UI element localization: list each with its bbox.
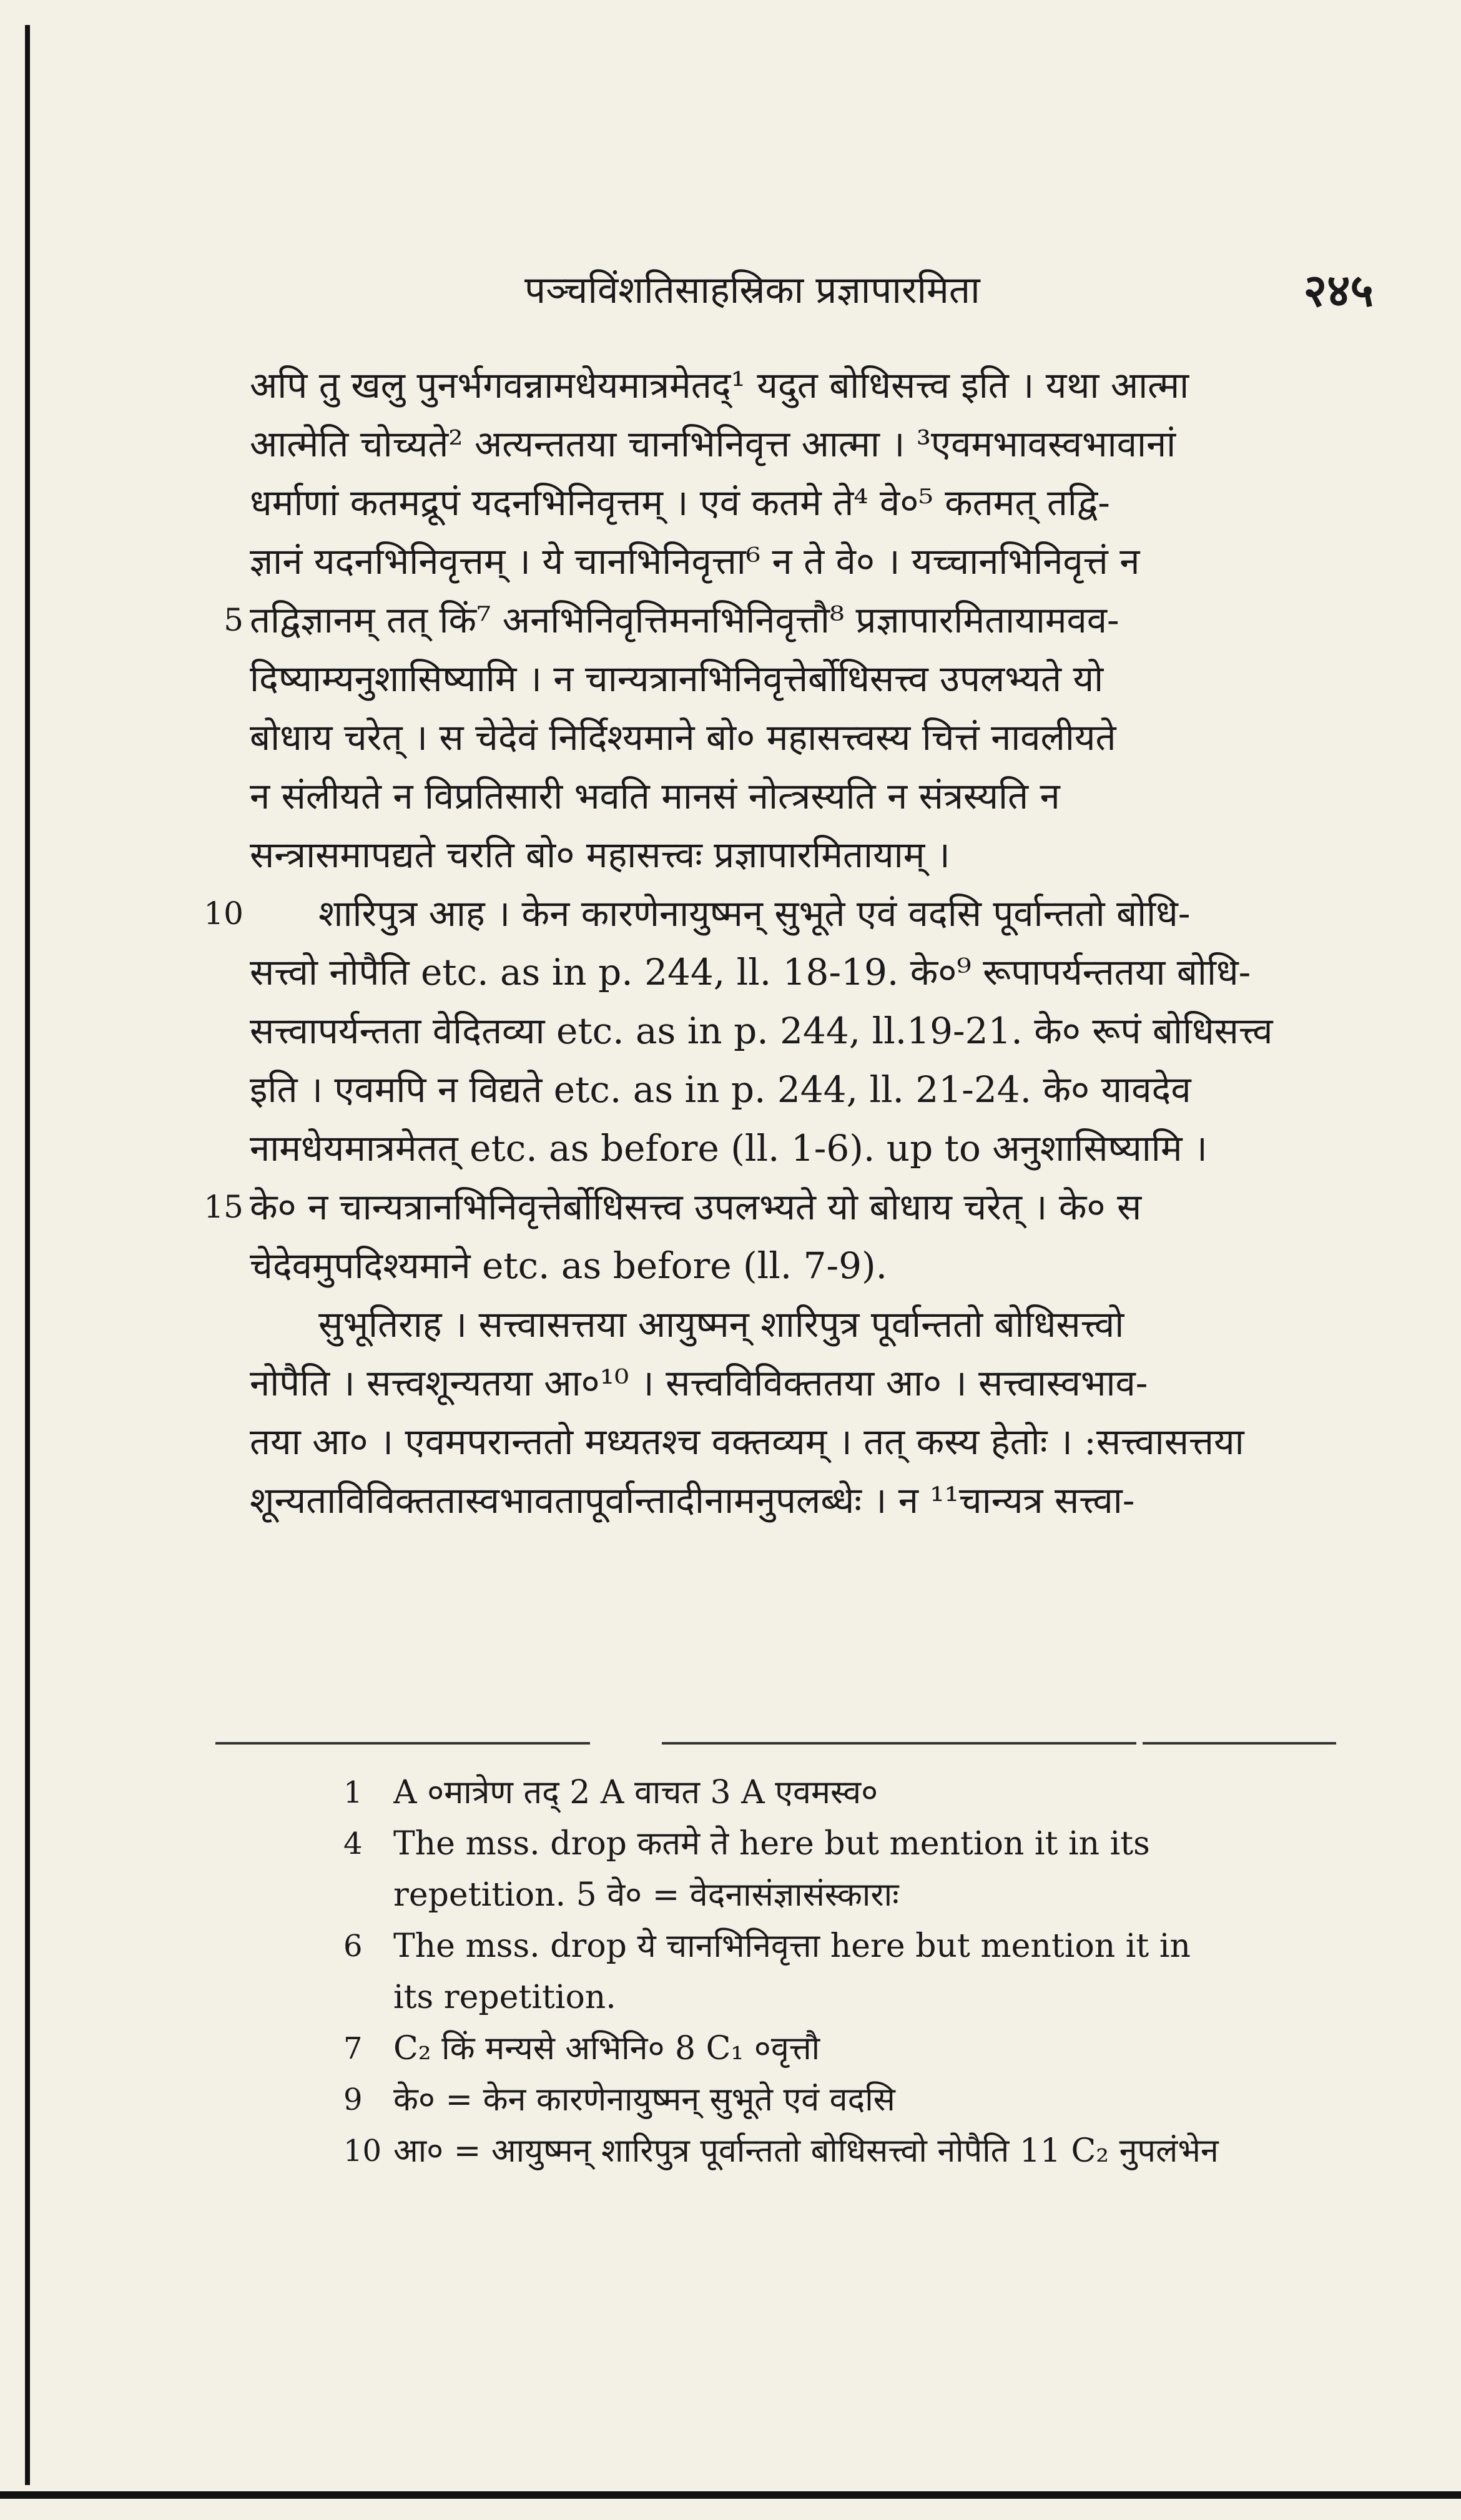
footnote-number: 9 <box>343 2082 363 2117</box>
text-line: चेदेवमुपदिश्यमाने etc. as before (ll. 7-9). <box>250 1244 888 1287</box>
line-number: 5 <box>224 602 244 638</box>
text-line: बोधाय चरेत् । स चेदेवं निर्दिश्यमाने बो० महासत्त्वस्य चित्तं नावलीयते <box>250 716 1116 759</box>
text-line: के० न चान्यत्रानभिनिवृत्तेर्बोधिसत्त्व उपलभ्यते यो बोधाय चरेत् । के० स <box>250 1186 1142 1228</box>
text-line: नामधेयमात्रमेतत् etc. as before (ll. 1-6). up to अनुशासिष्यामि । <box>250 1127 1208 1169</box>
text-line: धर्माणां कतमद्रूपं यदनभिनिवृत्तम् । एवं कतमे ते⁴ वे०⁵ कतमत् तद्वि- <box>250 481 1110 524</box>
text-line: तद्विज्ञानम् तत् किं⁷ अनभिनिवृत्तिमनभिनिवृत्तौ⁸ प्रज्ञापारमितायामवव- <box>250 599 1119 641</box>
footnote-text: repetition. 5 वे० = वेदनासंज्ञासंस्काराः <box>393 1876 899 1914</box>
bottom-edge <box>0 2491 1461 2499</box>
footnote-text: its repetition. <box>393 1979 616 2016</box>
footnote-number: 7 <box>343 2031 363 2066</box>
text-line: आत्मेति चोच्यते² अत्यन्ततया चानभिनिवृत्त आत्मा । ³एवमभावस्वभावानां <box>250 423 1176 465</box>
footnote-separator <box>215 1742 590 1745</box>
footnote-number: 4 <box>343 1826 363 1861</box>
footnote-number: 1 <box>343 1775 363 1810</box>
line-number: 10 <box>204 895 244 932</box>
text-line: नोपैति । सत्त्वशून्यतया आ०¹⁰ । सत्त्वविविक्ततया आ० । सत्त्वास्वभाव- <box>250 1362 1148 1404</box>
text-line: सत्त्वो नोपैति etc. as in p. 244, ll. 18-19. के०⁹ रूपापर्यन्ततया बोधि- <box>250 951 1251 993</box>
text-line: अपि तु खलु पुनर्भगवन्नामधेयमात्रमेतद्¹ यदुत बोधिसत्त्व इति । यथा आत्मा <box>250 364 1189 406</box>
footnote-number: 6 <box>343 1929 363 1964</box>
footnote-text: The mss. drop कतमे ते here but mention it in its <box>393 1825 1150 1863</box>
footnote-text: आ० = आयुष्मन् शारिपुत्र पूर्वान्ततो बोधिसत्त्वो नोपैति 11 C₂ नुपलंभेन <box>393 2132 1219 2170</box>
text-line: न संलीयते न विप्रतिसारी भवति मानसं नोत्त्रस्यति न संत्रस्यति न <box>250 775 1060 817</box>
footnote-separator <box>662 1742 1136 1745</box>
footnote-text: के० = केन कारणेनायुष्मन् सुभूते एवं वदसि <box>393 2081 895 2119</box>
text-line: सन्त्रासमापद्यते चरति बो० महासत्त्वः प्रज्ञापारमितायाम् । <box>250 834 950 876</box>
footnote-text: C₂ किं मन्यसे अभिनि० 8 C₁ ०वृत्तौ <box>393 2030 820 2067</box>
text-line: शून्यताविविक्ततास्वभावतापूर्वान्तादीनामनुपलब्धेः । न ¹¹चान्यत्र सत्त्वा- <box>250 1479 1135 1522</box>
footnote-separator <box>1143 1742 1336 1745</box>
running-header <box>231 262 1374 318</box>
text-line: तया आ० । एवमपरान्ततो मध्यतश्च वक्तव्यम् । तत् कस्य हेतोः । :सत्त्वासत्तया <box>250 1420 1244 1463</box>
text-line: ज्ञानं यदनभिनिवृत्तम् । ये चानभिनिवृत्ता⁶ न ते वे० । यच्चानभिनिवृत्तं न <box>250 540 1140 583</box>
header-title: पञ्चविंशतिसाहस्रिका प्रज्ञापारमिता <box>524 268 980 312</box>
footnote-text: A ०मात्रेण तद् 2 A वाचत 3 A एवमस्व० <box>393 1774 878 1811</box>
line-number: 15 <box>204 1189 244 1225</box>
text-line: इति । एवमपि न विद्यते etc. as in p. 244, ll. 21-24. के० यावदेव <box>250 1068 1191 1111</box>
text-line: सुभूतिराह । सत्त्वासत्तया आयुष्मन् शारिपुत्र पूर्वान्ततो बोधिसत्त्वो <box>318 1303 1124 1346</box>
left-margin-rule <box>25 25 30 2485</box>
text-line: शारिपुत्र आह । केन कारणेनायुष्मन् सुभूते एवं वदसि पूर्वान्ततो बोधि- <box>318 892 1191 935</box>
footnote-text: The mss. drop ये चानभिनिवृत्ता here but mention it in <box>393 1927 1191 1965</box>
footnote-number: 10 <box>343 2134 382 2168</box>
text-line: दिष्याम्यनुशासिष्यामि । न चान्यत्रानभिनिवृत्तेर्बोधिसत्त्व उपलभ्यते यो <box>250 657 1104 700</box>
page-number: २४५ <box>1303 263 1374 317</box>
text-line: सत्त्वापर्यन्तता वेदितव्या etc. as in p. 244, ll.19-21. के० रूपं बोधिसत्त्व <box>250 1010 1273 1052</box>
